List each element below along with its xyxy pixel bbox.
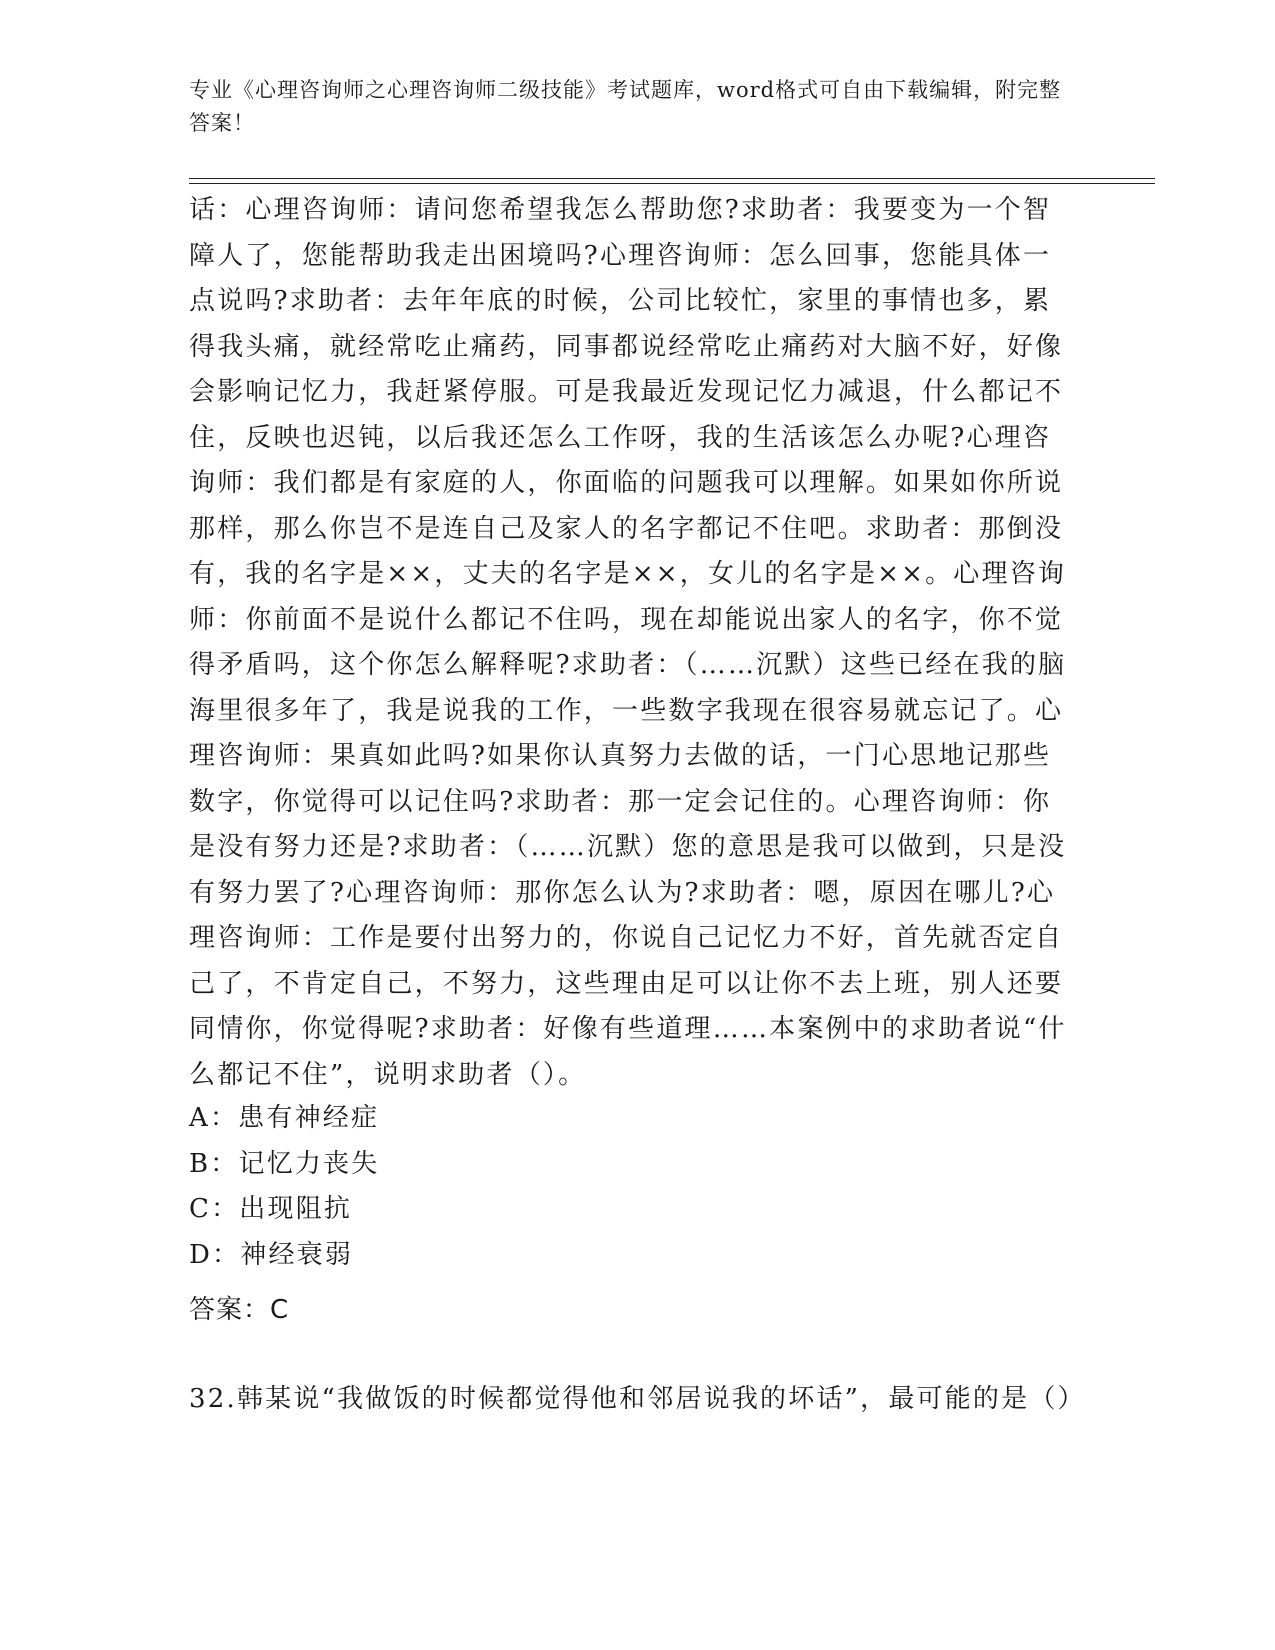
option-a: A：患有神经症	[189, 1103, 380, 1133]
document-header: 专业《心理咨询师之心理咨询师二级技能》考试题库，word格式可自由下载编辑，附完整答案！	[189, 78, 1062, 135]
case-passage: 话：心理咨询师：请问您希望我怎么帮助您?求助者：我要变为一个智障人了，您能帮助我走出困境吗?心理咨询师：怎么回事，您能具体一点说吗?求助者：去年年底的时候，公司比较忙，家里的事情也多，累得我头痛，就经常吃止痛药，同事都说经常吃止痛药对大脑不好，好像会影响记忆力，我赶紧停服。可是我最近发现记忆力减退，什么都记不住，反映也迟钝，以后我还怎么工作呀，我的生活该怎么办呢?心理咨询师：我们都是有家庭的人，你面临的问题我可以理解。如果如你所说那样，那么你岂不是连自己及家人的名字都记不住吧。求助者：那倒没有，我的名字是××，丈夫的名字是××，女儿的名字是××。心理咨询师：你前面不是说什么都记不住吗，现在却能说出家人的名字，你不觉得矛盾吗，这个你怎么解释呢?求助者：（……沉默）这些已经在我的脑海里很多年了，我是说我的工作，一些数字我现在很容易就忘记了。心理咨询师：果真如此吗?如果你认真努力去做的话，一门心思地记那些数字，你觉得可以记住吗?求助者：那一定会记住的。心理咨询师：你是没有努力还是?求助者：（……沉默）您的意思是我可以做到，只是没有努力罢了?心理咨询师：那你怎么认为?求助者：嗯，原因在哪儿?心理咨询师：工作是要付出努力的，你说自己记忆力不好，首先就否定自己了，不肯定自己，不努力，这些理由足可以让你不去上班，别人还要同情你，你觉得呢?求助者：好像有些道理……本案例中的求助者说“什么都记不住”，说明求助者（）。	[189, 195, 1067, 1090]
option-c: C：出现阻抗	[189, 1194, 353, 1224]
question-32: 32.韩某说“我做饭的时候都觉得他和邻居说我的坏话”，最可能的是（）	[189, 1384, 1086, 1414]
answer-options	[189, 1096, 1079, 1278]
header-divider-bottom	[189, 183, 1155, 184]
option-b: B：记忆力丧失	[189, 1148, 380, 1179]
answer-line: 答案：C	[189, 1295, 290, 1325]
header-divider-top	[189, 178, 1155, 179]
option-d: D：神经衰弱	[189, 1239, 354, 1270]
